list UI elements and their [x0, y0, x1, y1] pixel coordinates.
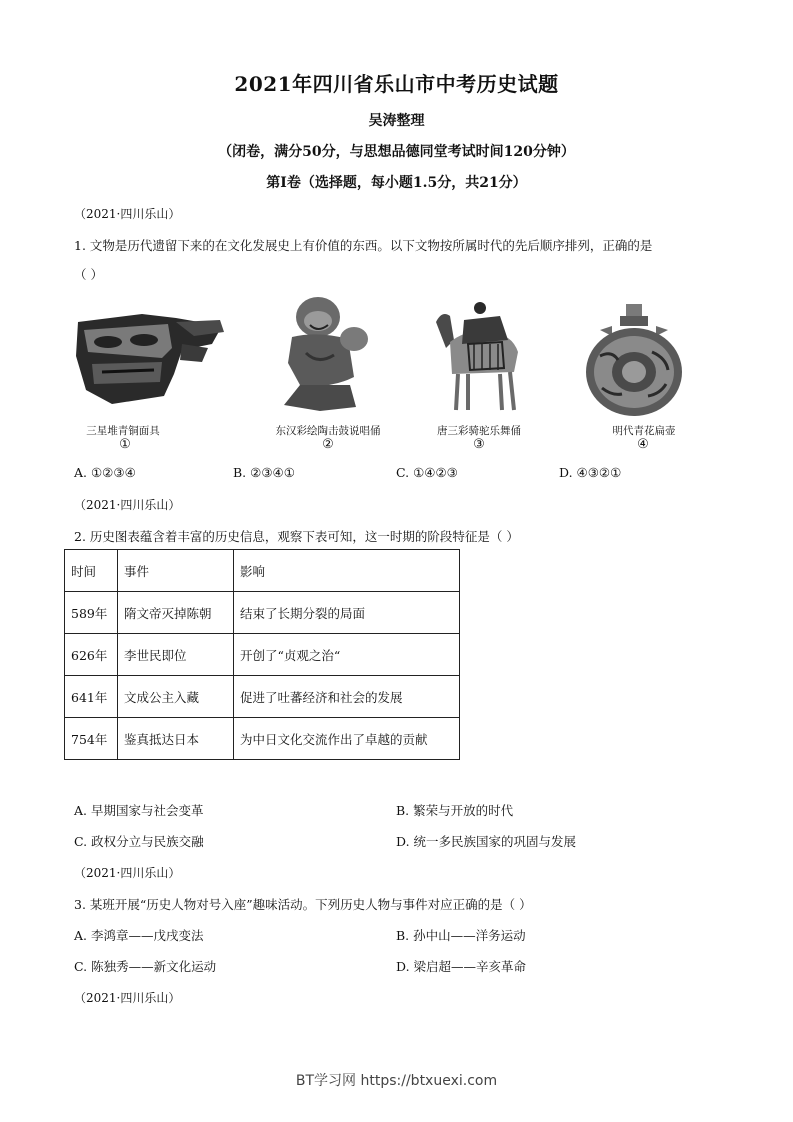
table-row [65, 676, 460, 718]
storyteller-figurine-icon [270, 293, 382, 417]
table-row [65, 592, 460, 634]
table-cell: 隋文帝灭掉陈朝 [118, 592, 234, 634]
table-header-cell: 事件 [118, 550, 234, 592]
q1-option-a[interactable]: A. ①②③④ [74, 465, 136, 480]
q3-option-a[interactable]: A. 李鸿章——戊戌变法 [74, 928, 204, 943]
q1-option-b[interactable]: B. ②③④① [233, 465, 295, 480]
q2-stem: 2. 历史图表蕴含着丰富的历史信息，观察下表可知，这一时期的阶段特征是（ ） [74, 529, 519, 544]
bronze-mask-icon [72, 304, 230, 416]
q1-caption-2: 东汉彩绘陶击鼓说唱俑 [275, 425, 381, 437]
table-header-cell: 时间 [65, 550, 118, 592]
history-table [64, 549, 460, 760]
table-header-row [65, 550, 460, 592]
q2-option-b[interactable]: B. 繁荣与开放的时代 [396, 803, 514, 818]
q1-option-c[interactable]: C. ①④②③ [396, 465, 458, 480]
q1-stem-bracket: （ ） [74, 267, 103, 282]
table-row [65, 634, 460, 676]
source-tag-q3: （2021·四川乐山） [74, 866, 181, 880]
q1-num-3: ③ [473, 437, 485, 452]
table-cell: 641年 [65, 676, 118, 718]
q2-option-a[interactable]: A. 早期国家与社会变革 [74, 803, 204, 818]
q2-option-c[interactable]: C. 政权分立与民族交融 [74, 834, 204, 849]
section-heading: 第Ⅰ卷（选择题，每小题1.5分，共21分） [266, 175, 527, 191]
compiler-line: 吴涛整理 [368, 113, 425, 129]
q1-num-1: ① [119, 437, 131, 452]
footer-watermark[interactable]: BT学习网 https://btxuexi.com [295, 1073, 498, 1089]
tricolor-camel-icon [428, 292, 528, 418]
q1-caption-4: 明代青花扁壶 [612, 425, 676, 437]
q1-caption-1: 三星堆青铜面具 [86, 425, 160, 437]
q1-option-d[interactable]: D. ④③②① [559, 465, 622, 480]
q2-option-d[interactable]: D. 统一多民族国家的巩固与发展 [396, 834, 577, 849]
table-cell: 鉴真抵达日本 [118, 718, 234, 760]
q3-option-c[interactable]: C. 陈独秀——新文化运动 [74, 959, 217, 974]
table-cell: 为中日文化交流作出了卓越的贡献 [234, 718, 460, 760]
q1-caption-3: 唐三彩骑驼乐舞俑 [437, 425, 521, 437]
source-tag-q2: （2021·四川乐山） [74, 498, 181, 512]
q3-option-b[interactable]: B. 孙中山——洋务运动 [396, 928, 526, 943]
page-title: 2021年四川省乐山市中考历史试题 [234, 72, 559, 96]
source-tag-q4: （2021·四川乐山） [74, 991, 181, 1005]
table-cell: 626年 [65, 634, 118, 676]
table-cell: 754年 [65, 718, 118, 760]
q3-stem: 3. 某班开展“历史人物对号入座”趣味活动。下列历史人物与事件对应正确的是（ ） [74, 897, 532, 912]
q1-stem: 1. 文物是历代遗留下来的在文化发展史上有价值的东西。以下文物按所属时代的先后顺序排列，正确的是 [74, 238, 653, 253]
q3-option-d[interactable]: D. 梁启超——辛亥革命 [396, 959, 527, 974]
table-header-cell: 影响 [234, 550, 460, 592]
source-tag-q1: （2021·四川乐山） [74, 207, 181, 221]
q1-num-2: ② [322, 437, 334, 452]
exam-info: （闭卷，满分50分，与思想品德同堂考试时间120分钟） [218, 144, 575, 160]
table-cell: 结束了长期分裂的局面 [234, 592, 460, 634]
table-cell: 开创了“贞观之治“ [234, 634, 460, 676]
table-row [65, 718, 460, 760]
table-cell: 李世民即位 [118, 634, 234, 676]
table-cell: 文成公主入藏 [118, 676, 234, 718]
blue-white-flask-icon [582, 300, 686, 418]
q1-num-4: ④ [637, 437, 649, 452]
table-cell: 589年 [65, 592, 118, 634]
table-cell: 促进了吐蕃经济和社会的发展 [234, 676, 460, 718]
